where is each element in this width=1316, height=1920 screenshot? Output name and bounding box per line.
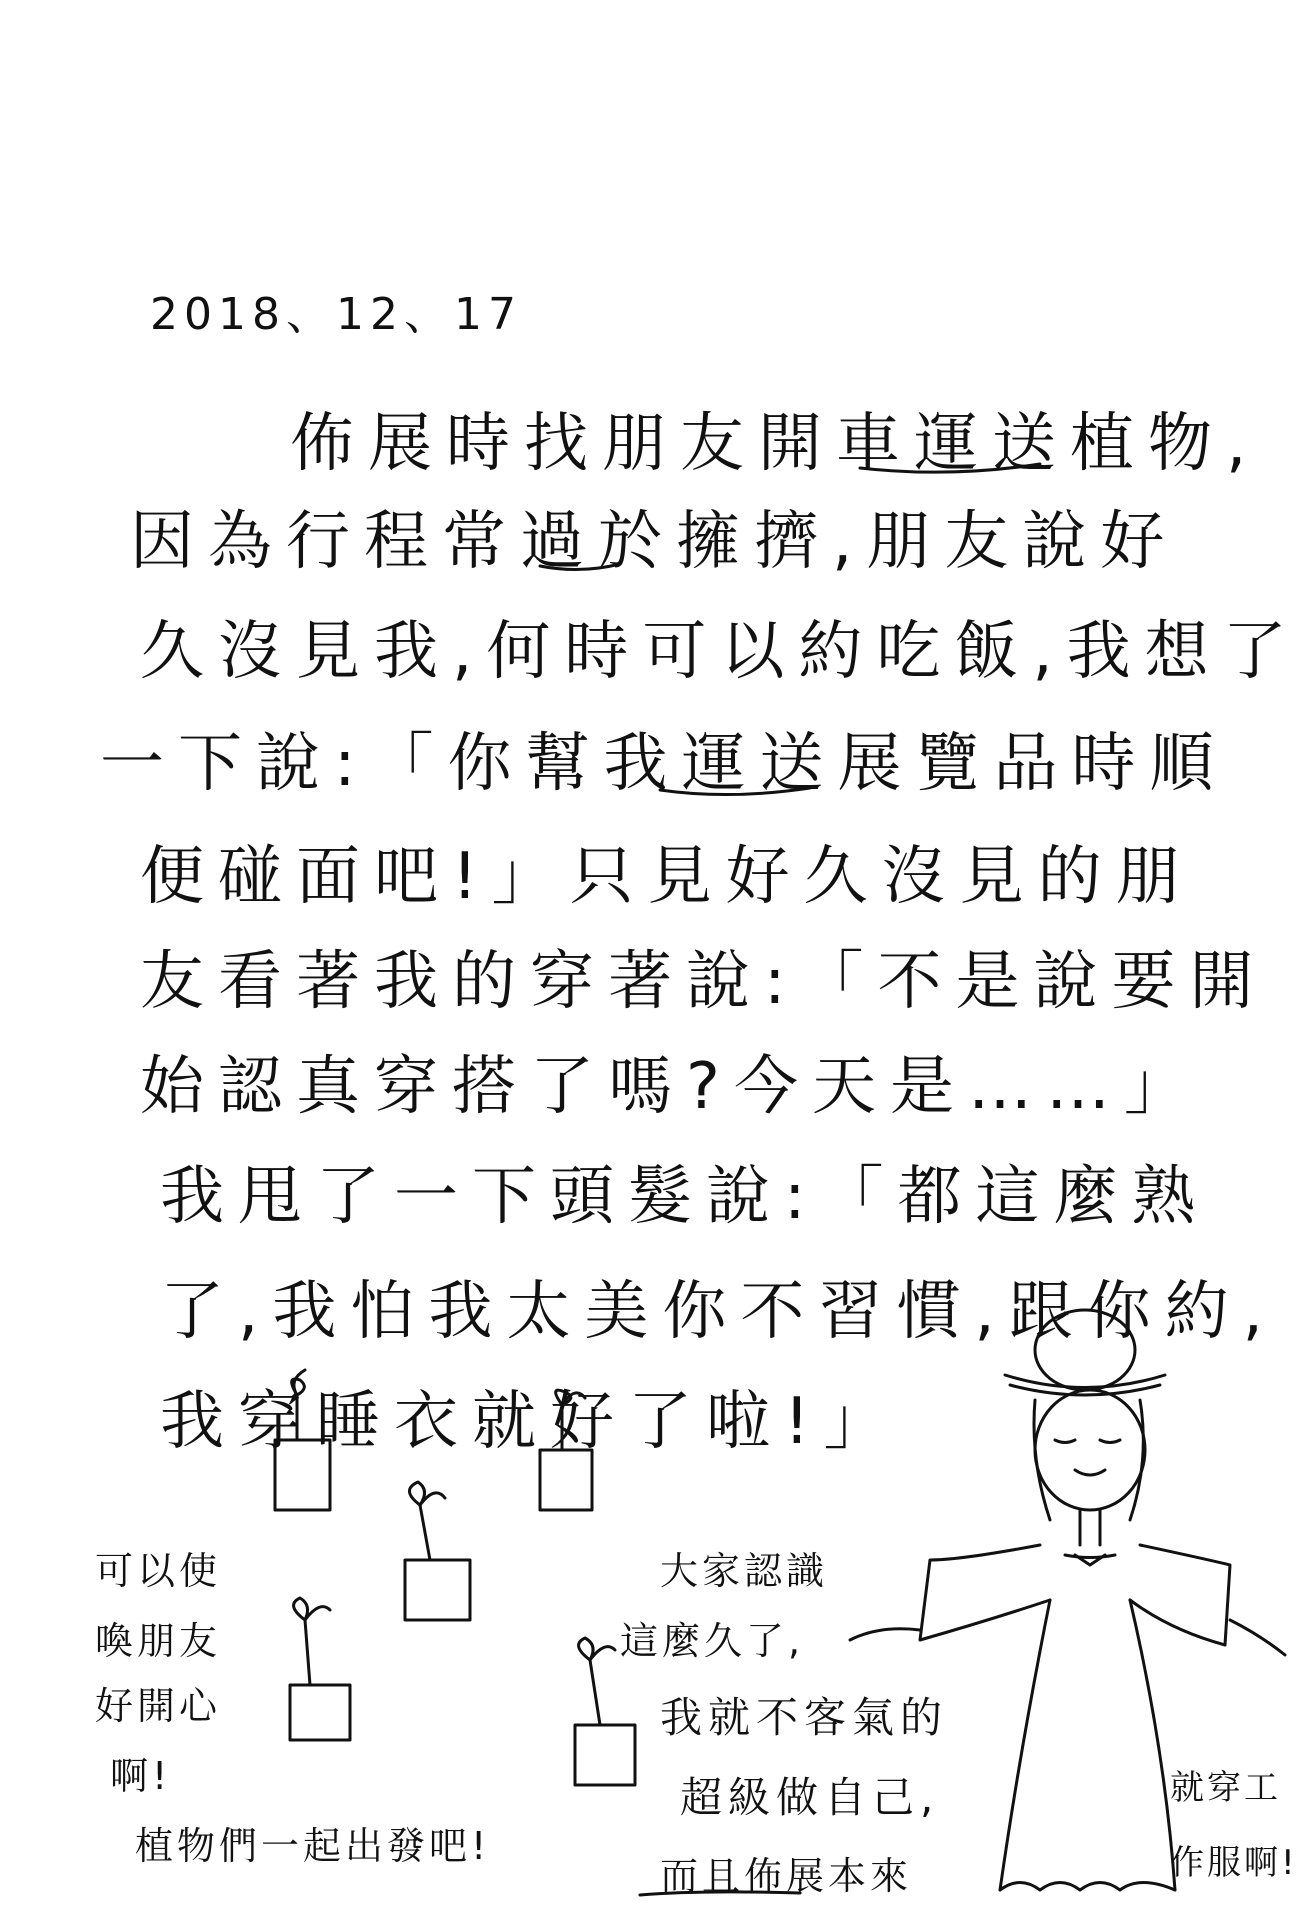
diary-date: 2018、12、17 bbox=[150, 289, 522, 340]
left-note-4: 啊! bbox=[110, 1754, 172, 1798]
paragraph-line-6: 友看著我的穿著說:「不是說要開 bbox=[140, 945, 1268, 1019]
paragraph-line-9: 了,我怕我太美你不習慣,跟你約, bbox=[160, 1275, 1278, 1349]
right-note-1: 就穿工 bbox=[1170, 1768, 1281, 1808]
potted-plant-4 bbox=[290, 1598, 350, 1740]
right-note-2: 作服啊! bbox=[1170, 1843, 1298, 1883]
paragraph-line-8: 我甩了一下頭髮說:「都這麼熟 bbox=[160, 1160, 1210, 1234]
middle-note-1: 大家認識 bbox=[660, 1549, 829, 1593]
paragraph-line-10: 我穿睡衣就好了啦!」 bbox=[160, 1385, 902, 1459]
middle-note-5: 而且佈展本來 bbox=[660, 1854, 913, 1898]
middle-note-2: 這麼久了, bbox=[620, 1619, 805, 1663]
paragraph-line-4: 一下說:「你幫我運送展覽品時順 bbox=[100, 727, 1228, 801]
left-note-2: 喚朋友 bbox=[95, 1619, 222, 1663]
paragraph-line-2: 因為行程常過於擁擠,朋友說好 bbox=[130, 505, 1179, 579]
underline-guo bbox=[540, 564, 620, 570]
potted-plant-3 bbox=[405, 1482, 470, 1620]
paragraph-line-3: 久沒見我,何時可以約吃飯,我想了 bbox=[140, 615, 1301, 689]
paragraph-line-7: 始認真穿搭了嗎?今天是……」 bbox=[140, 1050, 1202, 1124]
potted-plant-1 bbox=[275, 1370, 330, 1510]
left-note-5: 植物們一起出發吧! bbox=[135, 1824, 491, 1868]
middle-note-3: 我就不客氣的 bbox=[660, 1693, 949, 1742]
left-note-3: 好開心 bbox=[95, 1684, 222, 1728]
middle-note-4: 超級做自己, bbox=[680, 1773, 940, 1822]
paragraph-line-1: 佈展時找朋友開車運送植物, bbox=[290, 407, 1261, 481]
potted-plant-2 bbox=[540, 1390, 592, 1510]
left-note-1: 可以使 bbox=[95, 1549, 222, 1593]
underline-yunsong-1 bbox=[860, 464, 1040, 472]
paragraph-line-5: 便碰面吧!」只見好久沒見的朋 bbox=[140, 840, 1194, 914]
underline-yunsong-2 bbox=[660, 788, 810, 795]
